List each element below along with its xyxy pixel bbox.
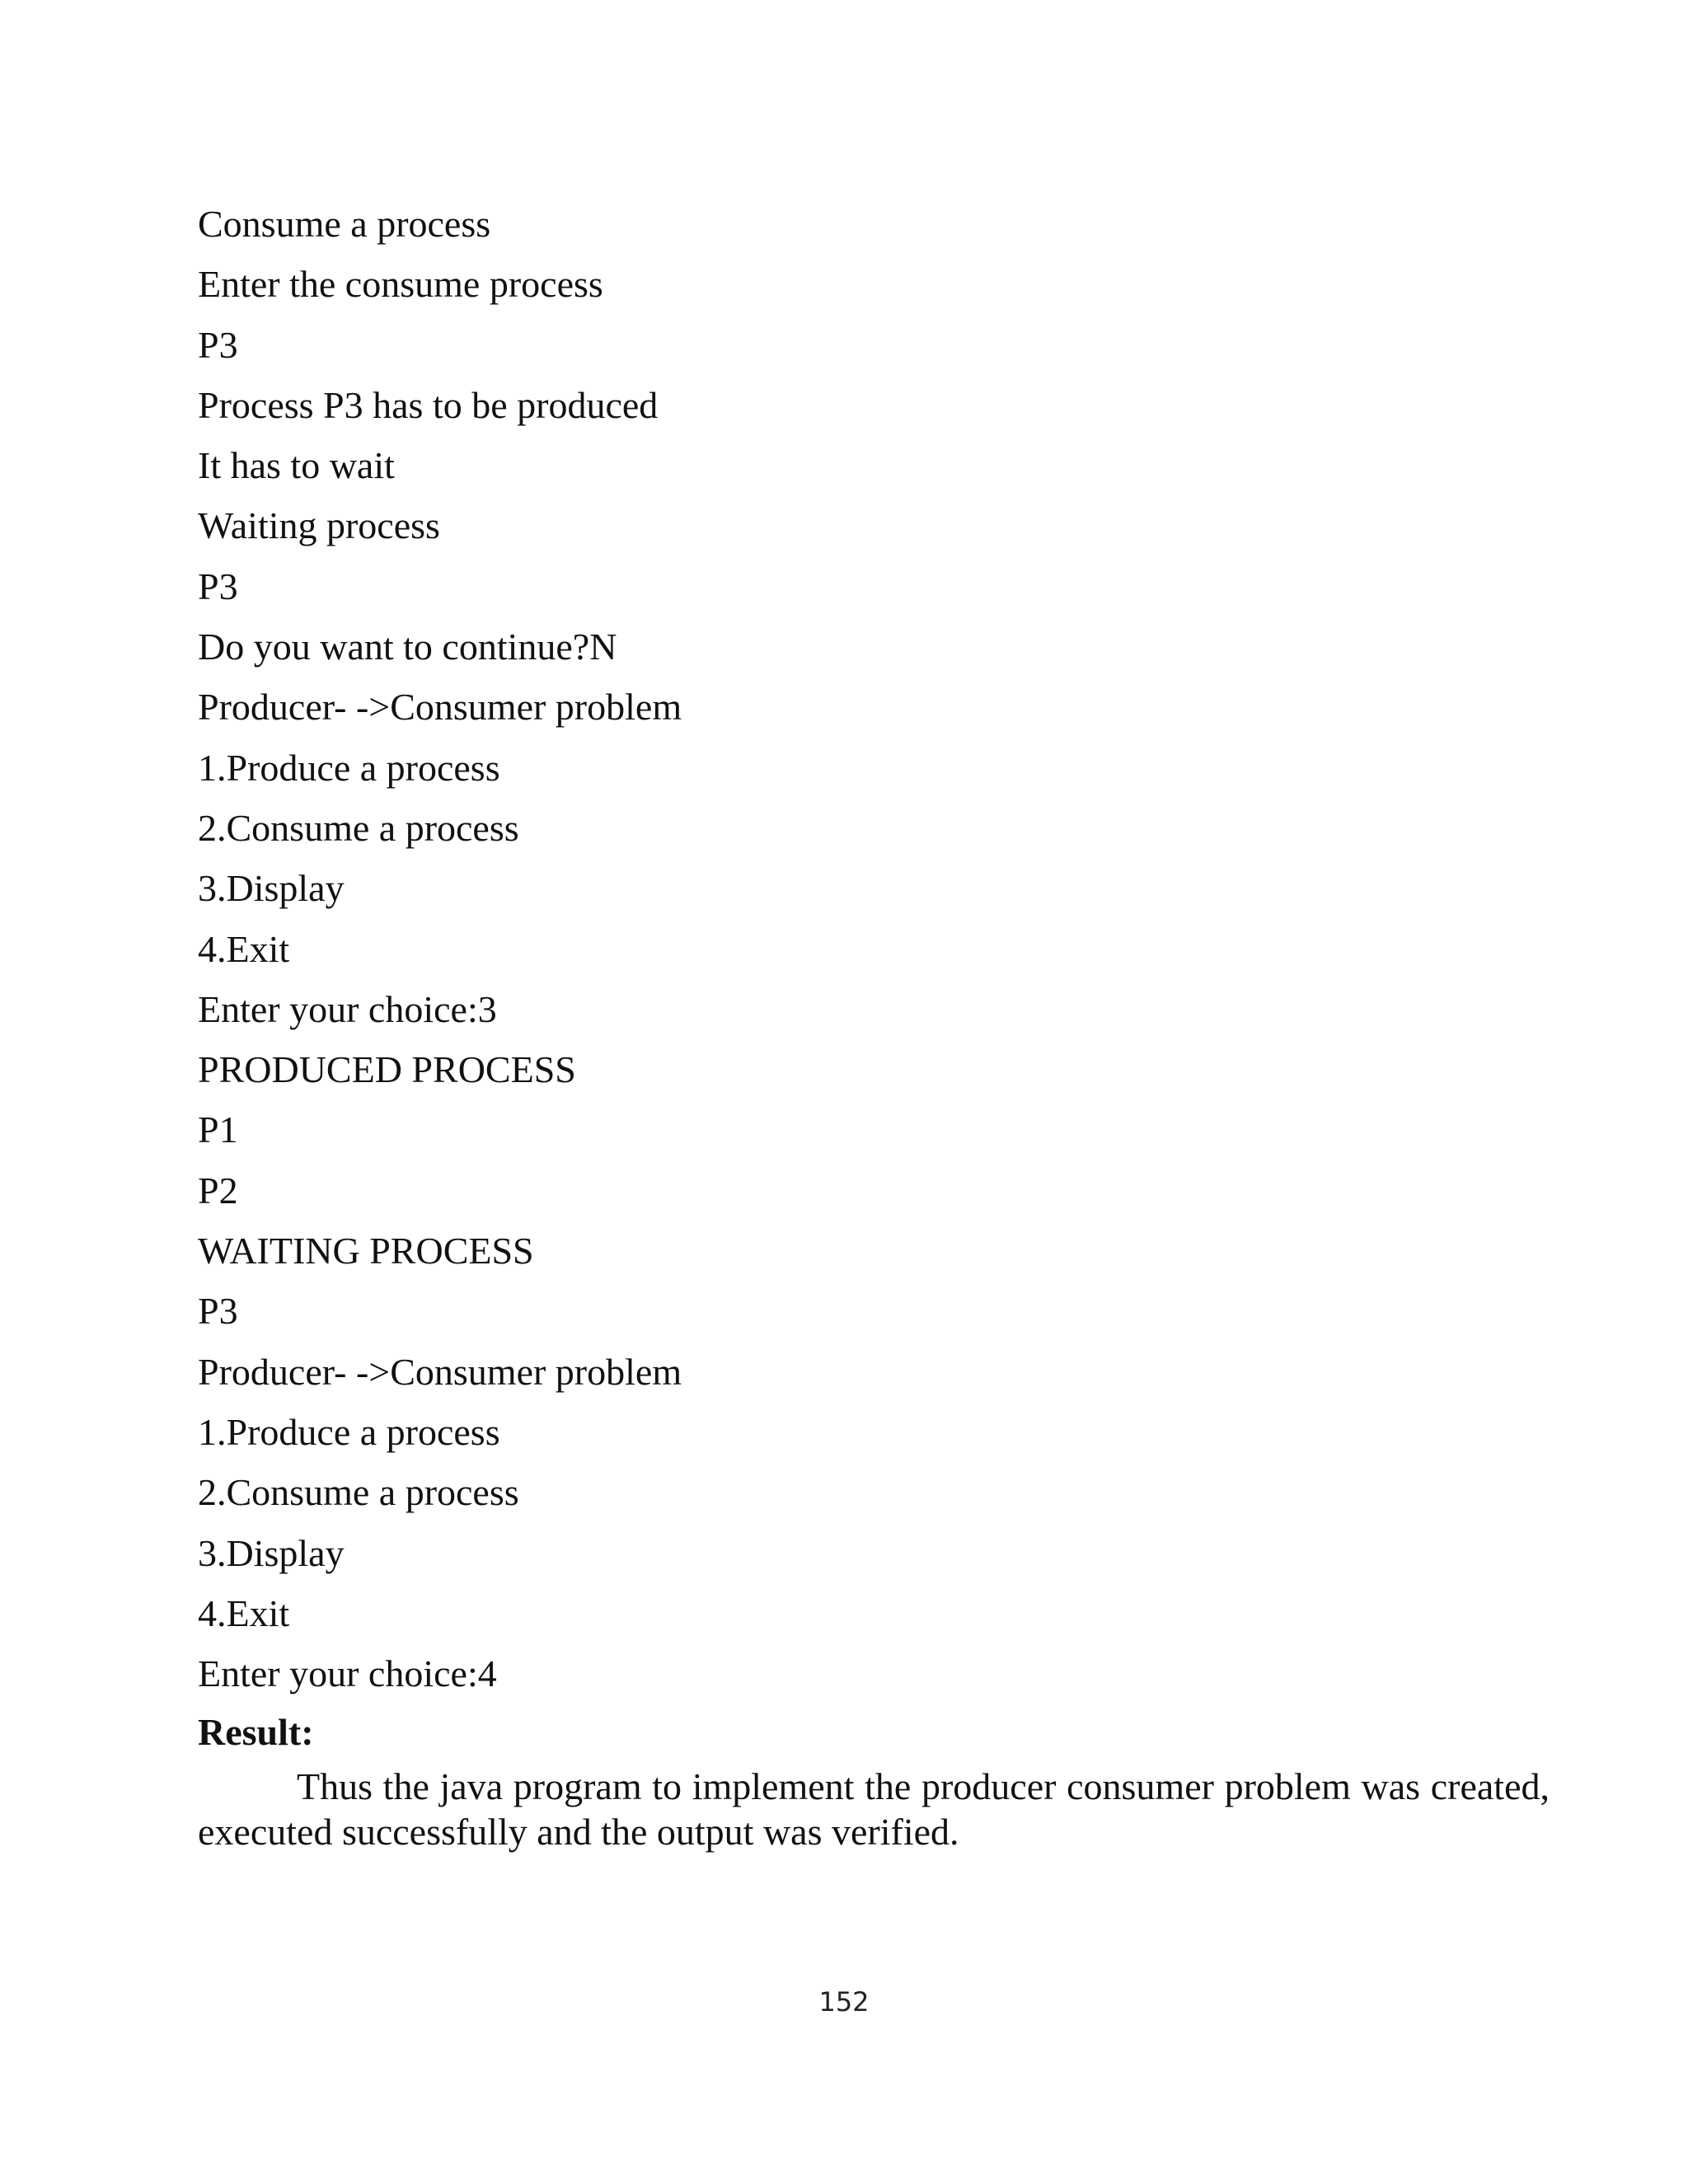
output-line: Process P3 has to be produced (198, 383, 659, 426)
output-line: 4.Exit (198, 1591, 290, 1634)
output-line: Enter your choice:3 (198, 987, 497, 1030)
result-heading: Result: (198, 1711, 314, 1753)
page-number: 152 (818, 1986, 870, 2018)
output-line: Waiting process (198, 504, 440, 547)
output-line: P3 (198, 1290, 238, 1333)
output-line: Producer- ->Consumer problem (198, 686, 682, 729)
output-line: 4.Exit (198, 927, 290, 970)
output-line: P3 (198, 323, 238, 366)
output-line: Do you want to continue?N (198, 626, 617, 668)
result-paragraph: Thus the java program to implement the producer consumer problem was created, executed successfully and the output was verified. (198, 1765, 1550, 1853)
program-output (198, 194, 1550, 1704)
output-line: 2.Consume a process (198, 1471, 519, 1514)
output-line: 1.Produce a process (198, 746, 500, 789)
output-line: P3 (198, 565, 238, 607)
output-line: P2 (198, 1169, 238, 1212)
output-line: 2.Consume a process (198, 806, 519, 849)
output-line: Enter the consume process (198, 263, 603, 306)
output-line: 3.Display (198, 1531, 345, 1574)
output-line: Enter your choice:4 (198, 1652, 497, 1695)
output-line: It has to wait (198, 444, 395, 487)
output-line: PRODUCED PROCESS (198, 1048, 576, 1091)
output-line: WAITING PROCESS (198, 1230, 534, 1272)
output-line: 1.Produce a process (198, 1410, 500, 1453)
output-line: P1 (198, 1108, 238, 1151)
output-line: Producer- ->Consumer problem (198, 1350, 682, 1393)
output-line: 3.Display (198, 867, 345, 910)
output-line: Consume a process (198, 203, 491, 245)
